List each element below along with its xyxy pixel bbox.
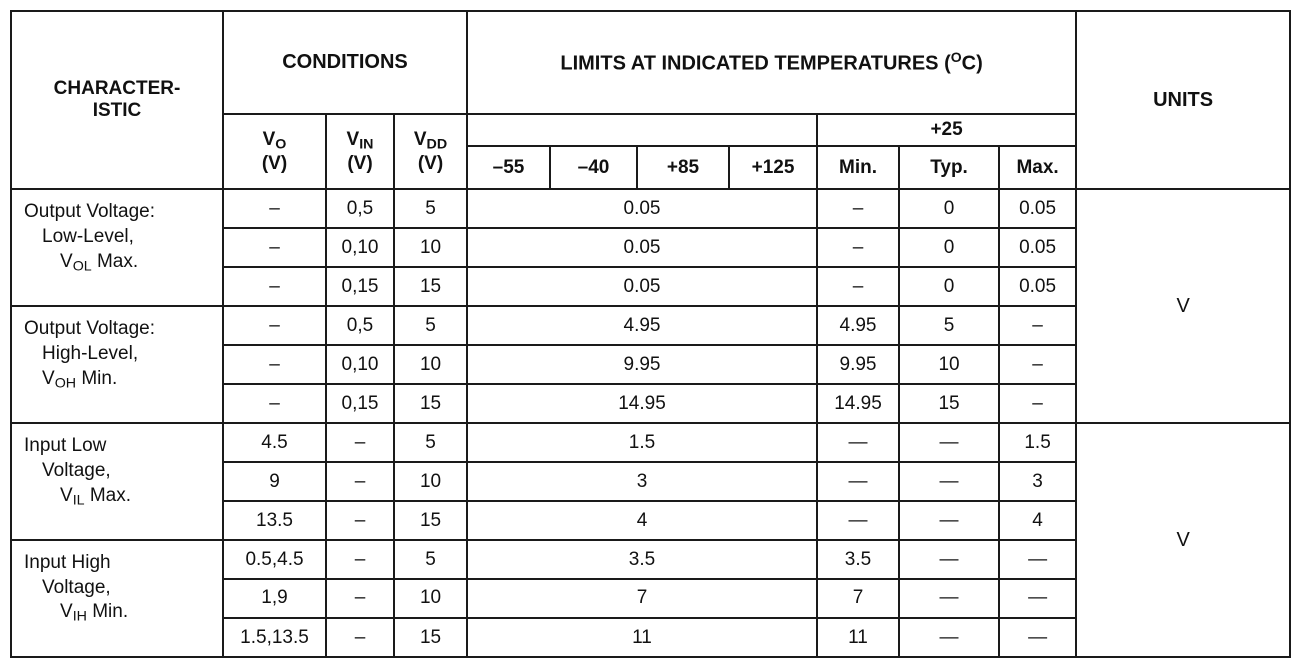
t25-max-header: Max. [999, 146, 1076, 189]
vdd-cell: 10 [394, 579, 467, 618]
max-cell: – [999, 306, 1076, 345]
vdd-cell: 15 [394, 267, 467, 306]
min-cell: – [817, 267, 899, 306]
spec-sheet [10, 10, 1214, 658]
vin-cell: 0,5 [326, 306, 394, 345]
temp-limit-cell: 0.05 [467, 267, 817, 306]
max-cell: 1.5 [999, 423, 1076, 462]
temp-limit-cell: 9.95 [467, 345, 817, 384]
vo-cell: – [223, 345, 326, 384]
vdd-cell: 15 [394, 618, 467, 657]
vin-header: $V_{IN}$ (V) [326, 114, 394, 190]
min-cell: – [817, 189, 899, 228]
table-row [11, 189, 1290, 228]
vin-cell: 0,15 [326, 267, 394, 306]
temp-limit-cell: 3.5 [467, 540, 817, 579]
temp-col-m40: –40 [550, 146, 637, 189]
temp-limit-cell: 1.5 [467, 423, 817, 462]
header-row-1 [11, 11, 1290, 114]
typ-cell: 15 [899, 384, 999, 423]
typ-cell: 10 [899, 345, 999, 384]
temp-col-m55: –55 [467, 146, 550, 189]
min-cell: 9.95 [817, 345, 899, 384]
vo-cell: 1,9 [223, 579, 326, 618]
vo-cell: – [223, 228, 326, 267]
t25-header: +25 [817, 114, 1076, 147]
vo-cell: 1.5,13.5 [223, 618, 326, 657]
temp-col-p125: +125 [729, 146, 817, 189]
vo-cell: – [223, 306, 326, 345]
min-cell: 11 [817, 618, 899, 657]
min-cell: – [817, 228, 899, 267]
max-cell: — [999, 540, 1076, 579]
min-cell: 7 [817, 579, 899, 618]
temp-limit-cell: 0.05 [467, 189, 817, 228]
vin-cell: – [326, 462, 394, 501]
min-cell: — [817, 501, 899, 540]
vdd-cell: 15 [394, 384, 467, 423]
vdd-cell: 10 [394, 345, 467, 384]
temp-limit-cell: 11 [467, 618, 817, 657]
max-cell: 4 [999, 501, 1076, 540]
typ-cell: — [899, 423, 999, 462]
max-cell: – [999, 384, 1076, 423]
min-cell: 3.5 [817, 540, 899, 579]
temp-limit-cell: 7 [467, 579, 817, 618]
units-cell: V [1076, 189, 1290, 423]
temp-col-p85: +85 [637, 146, 729, 189]
max-cell: 0.05 [999, 189, 1076, 228]
vo-cell: – [223, 267, 326, 306]
typ-cell: 0 [899, 189, 999, 228]
vin-cell: 0,5 [326, 189, 394, 228]
max-cell: 0.05 [999, 228, 1076, 267]
vin-cell: – [326, 540, 394, 579]
vo-cell: 9 [223, 462, 326, 501]
vo-cell: – [223, 384, 326, 423]
temp-limit-cell: 4 [467, 501, 817, 540]
characteristic-label: Input Low Voltage, $V_{IL}$ Max. [11, 423, 223, 540]
characteristic-header: CHARACTER- ISTIC [11, 11, 223, 189]
limits-header: LIMITS AT INDICATED TEMPERATURES ($^O$C) [467, 11, 1076, 114]
t25-min-header: Min. [817, 146, 899, 189]
conditions-header: CONDITIONS [223, 11, 467, 114]
vdd-cell: 10 [394, 228, 467, 267]
vo-cell: 4.5 [223, 423, 326, 462]
typ-cell: — [899, 618, 999, 657]
table-row [11, 423, 1290, 462]
vdd-cell: 10 [394, 462, 467, 501]
max-cell: – [999, 345, 1076, 384]
vin-cell: – [326, 501, 394, 540]
vin-cell: 0,15 [326, 384, 394, 423]
vin-cell: – [326, 423, 394, 462]
vdd-cell: 5 [394, 423, 467, 462]
units-header: UNITS [1076, 11, 1290, 189]
temp-limit-cell: 0.05 [467, 228, 817, 267]
typ-cell: — [899, 579, 999, 618]
min-cell: — [817, 462, 899, 501]
typ-cell: — [899, 540, 999, 579]
max-cell: — [999, 618, 1076, 657]
typ-cell: — [899, 462, 999, 501]
characteristics-table [10, 10, 1291, 658]
max-cell: — [999, 579, 1076, 618]
vdd-cell: 5 [394, 189, 467, 228]
vdd-cell: 5 [394, 306, 467, 345]
max-cell: 3 [999, 462, 1076, 501]
typ-cell: 0 [899, 267, 999, 306]
typ-cell: 5 [899, 306, 999, 345]
vo-header: $V_O$ (V) [223, 114, 326, 190]
vdd-cell: 15 [394, 501, 467, 540]
temps-spacer [467, 114, 817, 147]
vo-cell: – [223, 189, 326, 228]
vin-cell: – [326, 618, 394, 657]
min-cell: 14.95 [817, 384, 899, 423]
units-cell: V [1076, 423, 1290, 657]
temp-limit-cell: 14.95 [467, 384, 817, 423]
vo-cell: 13.5 [223, 501, 326, 540]
vdd-header: $V_{DD}$ (V) [394, 114, 467, 190]
vin-cell: 0,10 [326, 345, 394, 384]
t25-typ-header: Typ. [899, 146, 999, 189]
min-cell: — [817, 423, 899, 462]
min-cell: 4.95 [817, 306, 899, 345]
vin-cell: – [326, 579, 394, 618]
vin-cell: 0,10 [326, 228, 394, 267]
max-cell: 0.05 [999, 267, 1076, 306]
typ-cell: 0 [899, 228, 999, 267]
characteristic-label: Output Voltage: Low-Level, $V_{OL}$ Max. [11, 189, 223, 306]
characteristic-label: Output Voltage: High-Level, $V_{OH}$ Min. [11, 306, 223, 423]
vo-cell: 0.5,4.5 [223, 540, 326, 579]
characteristic-label: Input High Voltage, $V_{IH}$ Min. [11, 540, 223, 657]
temp-limit-cell: 4.95 [467, 306, 817, 345]
vdd-cell: 5 [394, 540, 467, 579]
temp-limit-cell: 3 [467, 462, 817, 501]
typ-cell: — [899, 501, 999, 540]
